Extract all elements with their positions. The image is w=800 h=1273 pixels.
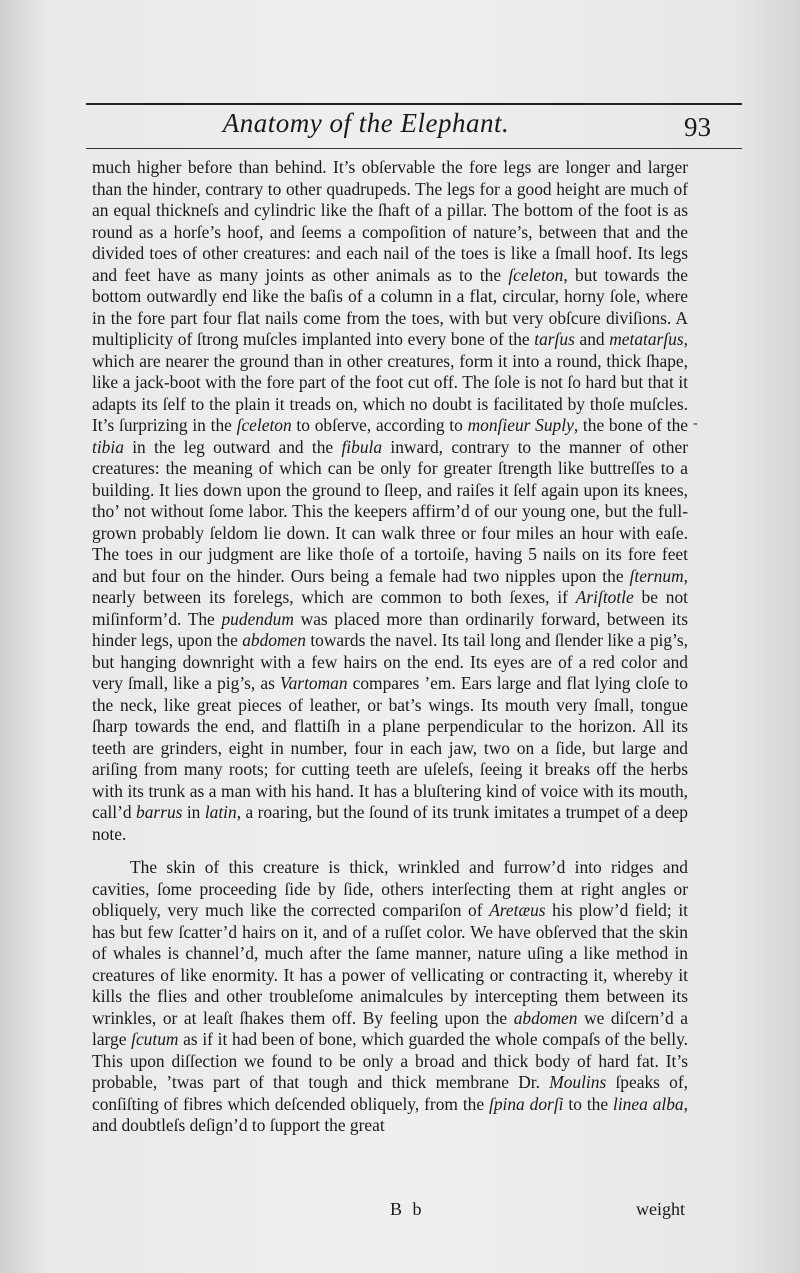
italic-term: abdomen: [513, 1007, 578, 1028]
text-run: , and doubtleſs deſign’d to ſupport the great: [92, 1093, 688, 1135]
page-number: 93: [684, 112, 711, 142]
text-run: , the bone of the: [573, 415, 688, 435]
text-run: to the: [563, 1093, 614, 1114]
text-run: in: [182, 802, 205, 822]
text-run: in the leg outward and the: [123, 436, 342, 457]
text-run: as if it had been of bone, which guarded the whole compaſs of the belly. This upon diſſection we found to be only a broad and thick body of hard fat. It’s probable, ’twas part of that tough and thick membrane Dr.: [92, 1029, 688, 1092]
italic-term: tarſus: [534, 329, 575, 349]
text-run: , which are nearer the ground than in other creatures, form it into a round, thick ſhape, like a jack-boot with the fore part of the foot cut off. The ſole is not ſo hard but that it adapts its ſelf to the plain it treads on, which no doubt is facilitated by thoſe muſcles. It’s ſurprizing in the: [92, 329, 688, 435]
text-run: much higher before than behind. It’s obſervable the fore legs are longer and larger than the hinder, contrary to other quadrupeds. The legs for a good height are much of an equal thickneſs and cylindric like the ſhaft of a pillar. The bottom of the foot is as round as a horſe’s hoof, and ſeems a compoſition of nature’s, between that and the divided toes of other creatures: and each nail of the toes is like a ſmall hoof. Its legs and feet have as many joints as other animals as to the: [92, 157, 688, 285]
italic-term: linea alba: [613, 1093, 684, 1114]
italic-term: ſpina dorſi: [489, 1093, 564, 1114]
italic-term: Vartoman: [279, 673, 348, 693]
italic-term: abdomen: [242, 630, 306, 650]
margin-mark: -: [693, 416, 698, 431]
text-run: The skin of this creature is thick, wrinkled and furrow’d into ridges and cavities, ſome proceeding ſide by ſide, others interſecting them at right angles or obliquely, very much like the corrected compariſon of: [92, 857, 688, 920]
italic-term: Ariſtotle: [575, 587, 634, 607]
text-run: , nearly between its forelegs, which are common to both ſexes, if: [92, 565, 688, 607]
italic-term: pudendum: [221, 608, 294, 629]
italic-term: Aretæus: [489, 900, 546, 920]
text-run: to obſerve, according to: [291, 415, 468, 435]
italic-term: ſceleton: [508, 264, 564, 285]
paragraph-2: [92, 857, 688, 1137]
header-rule-bottom: [86, 148, 742, 149]
italic-term: ſternum: [629, 565, 684, 586]
text-run: his plow’d field; it has but few ſcatter’d hairs on it, and of a ruſſet color. We have obſerved that the skin of whales is channel’d, much after the ſame manner, nature uſing a like method in creatures of like enormity. It has a power of vellicating or contracting it, whereby it kills the flies and other troubleſome animalcules by intercepting them between its wrinkles, or at leaſt ſhakes them off. By feeling upon the: [92, 900, 688, 1028]
text-run: inward, contrary to the manner of other creatures: the meaning of which can be only for greater ſtrength like buttreſſes to a building. It lies down upon the ground to ſleep, and raiſes it ſelf again upon its knees, tho’ not without ſome labor. This the keepers affirm’d of our young one, but the full-grown probably ſeldom lie down. It can walk three or four miles an hour with eaſe. The toes in our judgment are like thoſe of a tortoiſe, having 5 nails on its fore feet and but four on the hinder. Ours being a female had two nipples upon the: [92, 436, 688, 586]
text-run: be not miſinform’d. The: [92, 587, 688, 629]
text-run: compares ’em. Ears large and flat lying cloſe to the neck, like great pieces of leather, or bat’s wings. Its mouth very ſmall, tongue ſharp towards the end, and flattiſh in a plane perpendicular to the horizon. All its teeth are grinders, eight in number, four in each jaw, two on a ſide, but large and ariſing from many roots; for cutting teeth are uſeleſs, ſeeing it breaks off the herbs with its trunk as a man with his hand. It has a bluſtering kind of voice with its mouth, call’d: [92, 673, 688, 822]
italic-term: fibula: [341, 436, 383, 457]
catchword: weight: [636, 1199, 685, 1219]
italic-term: ſceleton: [236, 415, 292, 435]
text-run: , a roaring, but the ſound of its trunk imitates a trumpet of a deep note.: [92, 802, 688, 844]
italic-term: latin: [204, 802, 237, 822]
italic-term: metatarſus: [609, 329, 684, 349]
italic-term: ſcutum: [131, 1029, 179, 1049]
text-run: ſpeaks of, conſiſting of fibres which deſcended obliquely, from the: [92, 1072, 688, 1114]
text-run: we diſcern’d a large: [92, 1007, 688, 1049]
text-run: towards the navel. Its tail long and ſlender like a pig’s, but hanging downright with a few hairs on the end. Its eyes are of a red color and very ſmall, like a pig’s, as: [92, 630, 689, 693]
italic-term: barrus: [136, 802, 183, 822]
italic-term: tibia: [92, 436, 124, 457]
text-run: , but towards the bottom outwardly end like the baſis of a column in a flat, circular, horny ſole, where in the fore part four flat nails come from the toes, with but very obſcure diviſions. A multiplicity of ſtrong muſcles implanted into every bone of the: [92, 264, 688, 349]
text-run: was placed more than ordinarily forward, between its hinder legs, upon the: [92, 608, 688, 650]
italic-term: monſieur Suply: [467, 415, 574, 435]
running-head: Anatomy of the Elephant.: [222, 108, 510, 138]
text-run: and: [574, 329, 610, 349]
italic-term: Moulins: [549, 1072, 607, 1092]
paragraph-1: [92, 157, 688, 845]
signature-mark: B b: [390, 1199, 425, 1219]
header-rule-top: [86, 103, 742, 105]
body-text: [92, 157, 688, 1137]
